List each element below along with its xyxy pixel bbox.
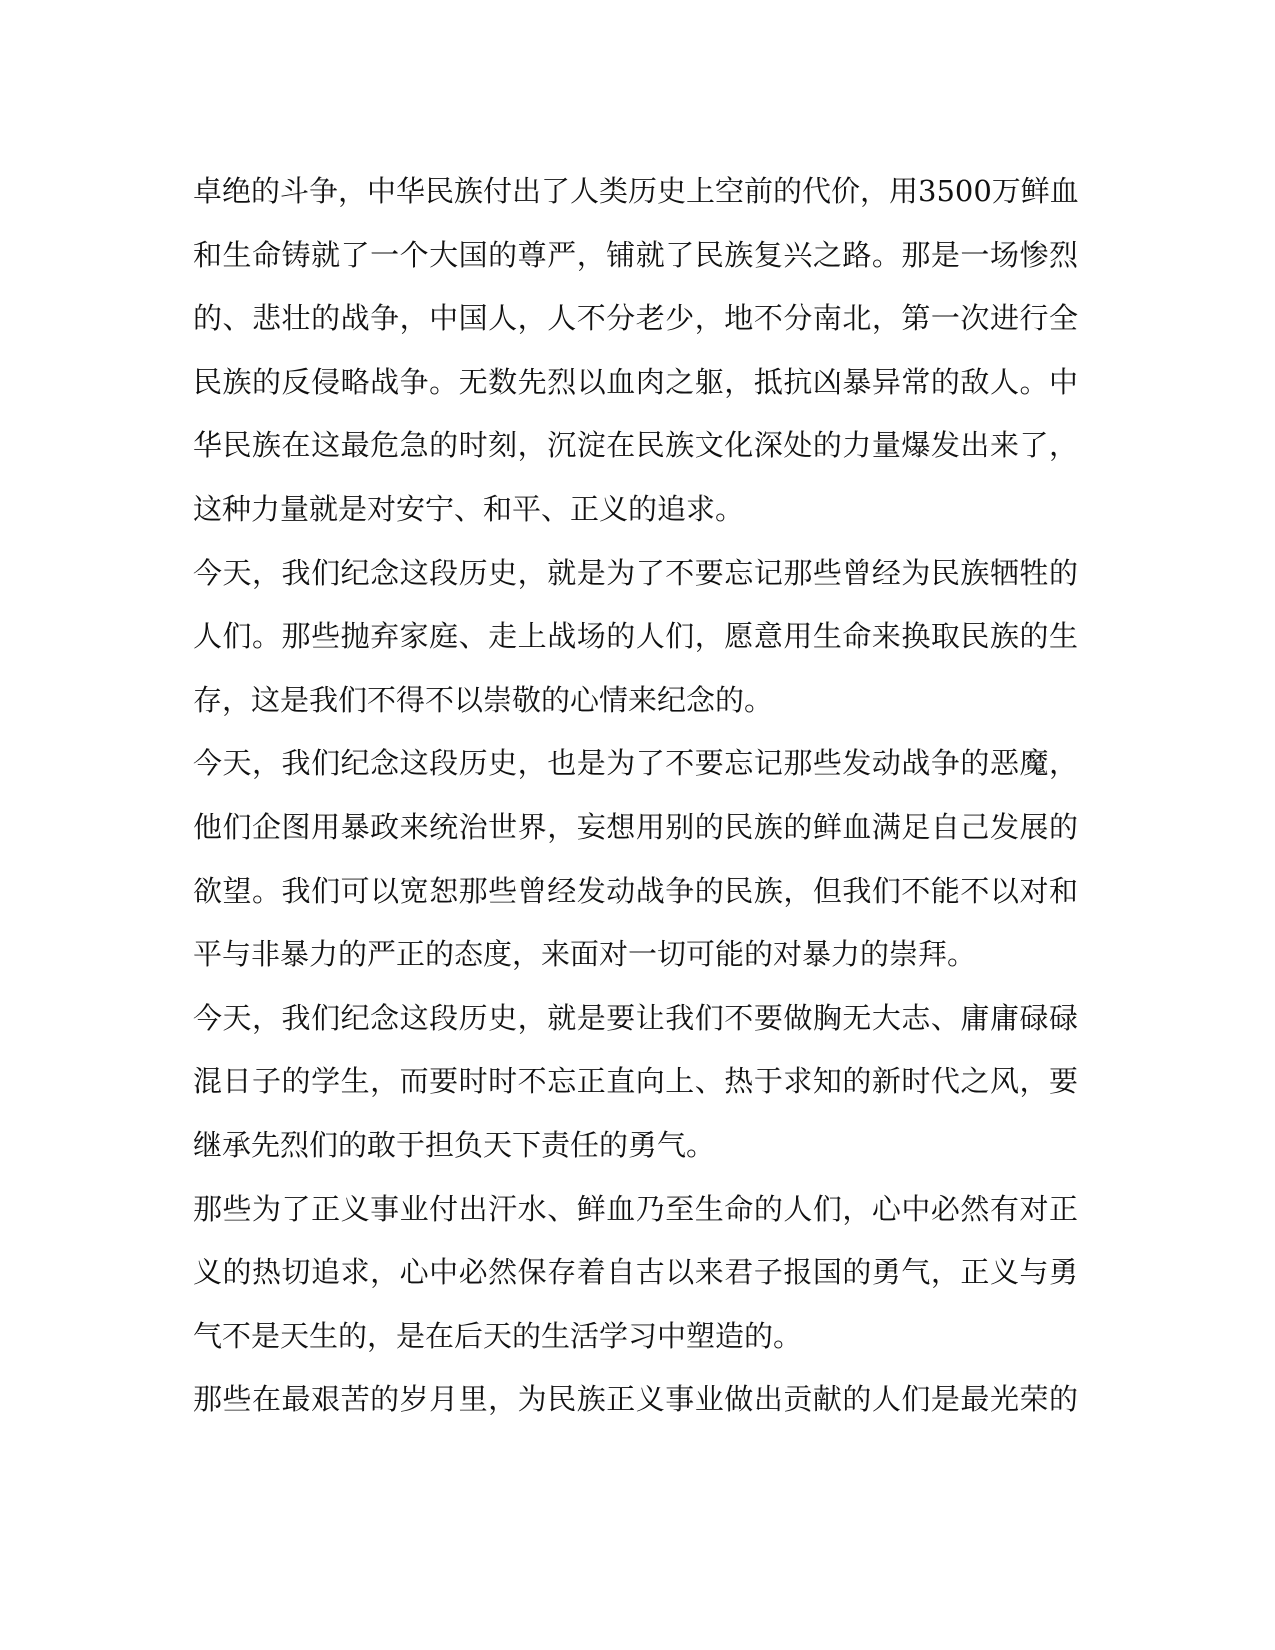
paragraph xyxy=(193,732,1078,986)
paragraph xyxy=(193,1178,1078,1369)
text-line: 人们。那些抛弃家庭、走上战场的人们，愿意用生命来换取民族的生 xyxy=(193,619,1078,654)
text-line: 卓绝的斗争，中华民族付出了人类历史上空前的代价，用3500万鲜血 xyxy=(193,174,1079,208)
text-line: 欲望。我们可以宽恕那些曾经发动战争的民族，但我们不能不以对和 xyxy=(193,873,1078,908)
text-line: 混日子的学生，而要时时不忘正直向上、热于求知的新时代之风，要 xyxy=(193,1064,1078,1099)
text-line: 那些为了正义事业付出汗水、鲜血乃至生命的人们，心中必然有对正 xyxy=(193,1191,1078,1226)
text-line: 平与非暴力的严正的态度，来面对一切可能的对暴力的崇拜。 xyxy=(193,937,977,972)
text-line: 那些在最艰苦的岁月里，为民族正义事业做出贡献的人们是最光荣的 xyxy=(193,1382,1078,1417)
paragraph xyxy=(193,542,1078,733)
text-line: 这种力量就是对安宁、和平、正义的追求。 xyxy=(193,491,745,526)
text-line: 民族的反侵略战争。无数先烈以血肉之躯，抵抗凶暴异常的敌人。中 xyxy=(193,364,1078,399)
paragraph xyxy=(193,160,1078,542)
text-line: 今天，我们纪念这段历史，就是要让我们不要做胸无大志、庸庸碌碌 xyxy=(193,1000,1078,1035)
text-line: 今天，我们纪念这段历史，也是为了不要忘记那些发动战争的恶魔， xyxy=(193,746,1078,781)
text-line: 气不是天生的，是在后天的生活学习中塑造的。 xyxy=(193,1318,803,1353)
paragraph xyxy=(193,987,1078,1178)
text-line: 存，这是我们不得不以崇敬的心情来纪念的。 xyxy=(193,682,774,717)
body-text xyxy=(193,160,1078,1432)
text-line: 继承先烈们的敢于担负天下责任的勇气。 xyxy=(193,1127,716,1162)
text-line: 的、悲壮的战争，中国人，人不分老少，地不分南北，第一次进行全 xyxy=(193,301,1078,336)
text-line: 华民族在这最危急的时刻，沉淀在民族文化深处的力量爆发出来了， xyxy=(193,428,1078,463)
text-line: 和生命铸就了一个大国的尊严，铺就了民族复兴之路。那是一场惨烈 xyxy=(193,237,1078,272)
paragraph xyxy=(193,1368,1078,1432)
text-line: 义的热切追求，心中必然保存着自古以来君子报国的勇气，正义与勇 xyxy=(193,1255,1078,1290)
text-line: 他们企图用暴政来统治世界，妄想用别的民族的鲜血满足自己发展的 xyxy=(193,809,1078,844)
text-line: 今天，我们纪念这段历史，就是为了不要忘记那些曾经为民族牺牲的 xyxy=(193,555,1078,590)
